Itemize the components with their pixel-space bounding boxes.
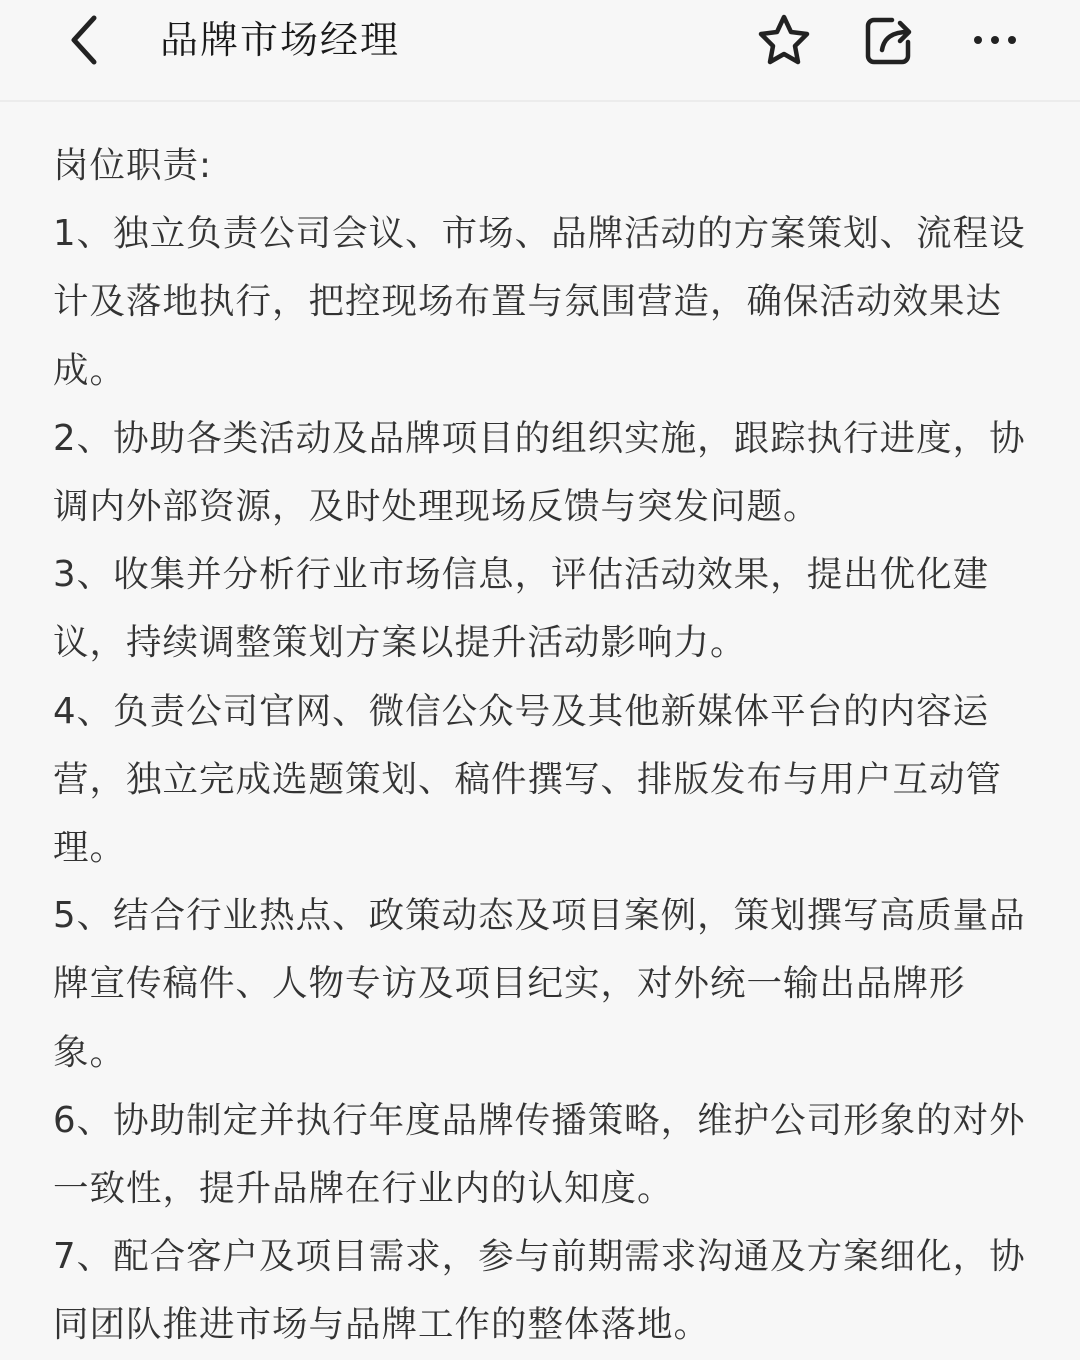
duty-item: 6、协助制定并执行年度品牌传播策略，维护公司形象的对外一致性，提升品牌在行业内的认知度。 — [53, 1099, 1026, 1210]
share-icon — [862, 12, 918, 68]
favorite-button[interactable] — [752, 8, 816, 72]
duty-item: 2、协助各类活动及品牌项目的组织实施，跟踪执行进度，协调内外部资源，及时处理现场反馈与突发问题。 — [53, 417, 1026, 528]
duty-item: 4、负责公司官网、微信公众号及其他新媒体平台的内容运营，独立完成选题策划、稿件撰写、排版发布与用户互动管理。 — [53, 690, 1003, 869]
duty-item: 5、结合行业热点、政策动态及项目案例，策划撰写高质量品牌宣传稿件、人物专访及项目纪实，对外统一输出品牌形象。 — [53, 895, 1026, 1073]
more-horizontal-icon — [970, 32, 1020, 48]
chevron-left-icon — [64, 12, 104, 68]
more-button[interactable] — [963, 8, 1027, 72]
page-title: 品牌市场经理 — [160, 18, 401, 62]
section-heading: 岗位职责: — [53, 145, 212, 186]
share-button[interactable] — [858, 8, 922, 72]
job-description — [53, 132, 1028, 1360]
back-button[interactable] — [52, 8, 116, 72]
duty-item: 3、收集并分析行业市场信息，评估活动效果，提出优化建议，持续调整策划方案以提升活动影响力。 — [53, 554, 990, 664]
star-icon — [755, 12, 813, 68]
top-bar — [0, 0, 1080, 102]
duty-item: 1、独立负责公司会议、市场、品牌活动的方案策划、流程设计及落地执行，把控现场布置与氛围营造，确保活动效果达成。 — [53, 213, 1026, 391]
duty-item: 7、配合客户及项目需求，参与前期需求沟通及方案细化，协同团队推进市场与品牌工作的整体落地。 — [53, 1236, 1026, 1346]
